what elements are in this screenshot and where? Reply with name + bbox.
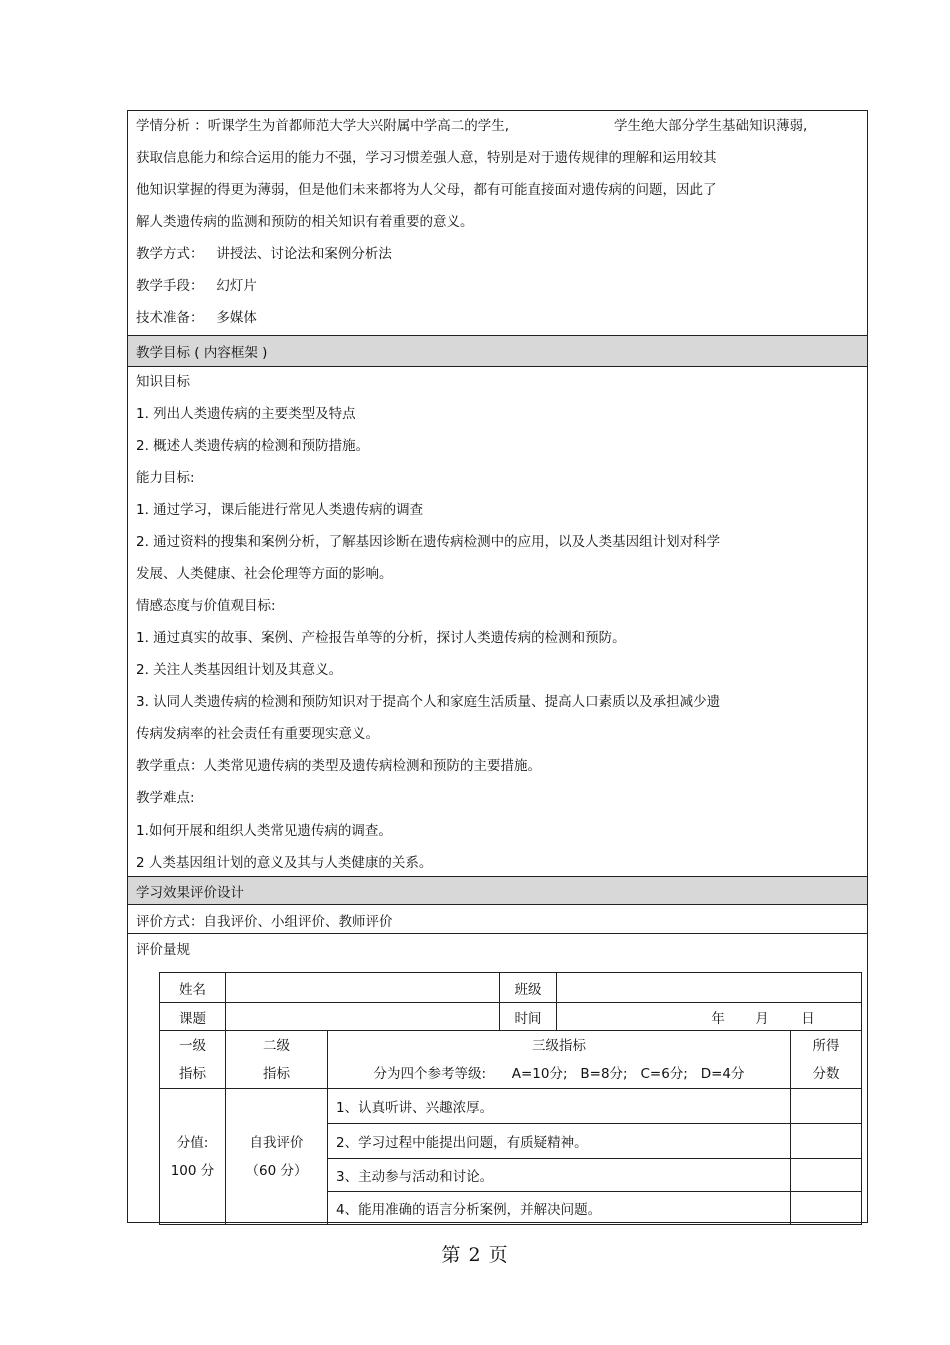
year-label: 年 [711,1010,725,1027]
table-row [160,973,862,1003]
level3-description: 分为四个参考等级: A=10分; B=8分; C=6分; D=4分 [373,1065,745,1082]
table-row [160,1031,862,1089]
objective-line: 2. 概述人类遗传病的检测和预防措施。 [136,438,370,454]
score-header [791,1031,862,1089]
level3-header [328,1031,791,1089]
objective-line: 1.如何开展和组织人类常见遗传病的调查。 [136,823,392,839]
class-value[interactable] [557,973,862,1003]
criterion-item: 1、认真听讲、兴趣浓厚。 [328,1089,791,1124]
name-value[interactable] [226,973,500,1003]
score-cell[interactable] [791,1159,862,1192]
level1-header-line: 一级 [179,1037,206,1054]
objective-line: 1. 通过真实的故事、案例、产检报告单等的分析，探讨人类遗传病的检测和预防。 [136,630,626,646]
page-number: 第 2 页 [441,1244,509,1266]
objectives-header-text: 教学目标 ( 内容框架 ) [136,345,268,361]
score-cell[interactable] [791,1124,862,1159]
time-label: 时间 [500,1003,557,1031]
objective-line: 教学重点：人类常见遗传病的类型及遗传病检测和预防的主要措施。 [136,758,541,774]
criterion-item: 3、主动参与活动和讨论。 [328,1159,791,1192]
month-label: 月 [755,1010,769,1027]
score-cell[interactable] [791,1089,862,1124]
self-eval-cell [226,1089,328,1225]
objective-line: 能力目标: [136,470,195,486]
evaluation-mode: 评价方式：自我评价、小组评价、教师评价 [136,914,393,930]
technical-preparation: 技术准备： 多媒体 [136,310,257,326]
score-cell[interactable] [791,1192,862,1225]
time-value[interactable] [557,1003,862,1031]
objective-line: 发展、人类健康、社会伦理等方面的影响。 [136,566,393,582]
self-eval-line: （60 分） [245,1162,308,1179]
self-eval-line: 自我评价 [249,1134,304,1151]
objective-line: 2. 通过资料的搜集和案例分析，了解基因诊断在遗传病检测中的应用，以及人类基因组计划对科学 [136,534,721,550]
analysis-line-1b: 学生绝大部分学生基础知识薄弱, [614,118,808,134]
value-line: 分值: [176,1134,209,1151]
teaching-method: 教学方式： 讲授法、讨论法和案例分析法 [136,246,392,262]
divider [128,933,867,934]
name-label: 姓名 [160,973,226,1003]
analysis-line-2: 获取信息能力和综合运用的能力不强，学习习惯差强人意，特别是对于遗传规律的理解和运用较其 [136,150,717,166]
teaching-means: 教学手段： 幻灯片 [136,278,257,294]
table-row [160,1089,862,1124]
value-cell [160,1089,226,1225]
analysis-line-1: 学情分析 ：听课学生为首都师范大学大兴附属中学高二的学生, [136,118,510,134]
objective-line: 3. 认同人类遗传病的检测和预防知识对于提高个人和家庭生活质量、提高人口素质以及承担减少遗 [136,694,721,710]
lesson-plan-table [127,110,868,1223]
table-row [160,1003,862,1031]
score-header-line: 所得 [812,1037,840,1054]
rubric-table [159,972,862,1225]
level1-header [160,1031,226,1089]
score-header-line: 分数 [812,1065,840,1082]
rubric-title: 评价量规 [136,942,190,958]
objective-line: 传病发病率的社会责任有重要现实意义。 [136,726,379,742]
evaluation-header-text: 学习效果评价设计 [136,884,244,901]
objective-line: 情感态度与价值观目标: [136,598,276,614]
objective-line: 1. 通过学习，课后能进行常见人类遗传病的调查 [136,502,424,518]
value-line: 100 分 [170,1162,215,1179]
objective-line: 2. 关注人类基因组计划及其意义。 [136,662,343,678]
day-label: 日 [801,1010,815,1027]
level3-title: 三级指标 [532,1037,586,1054]
evaluation-header [128,876,867,905]
objective-line: 知识目标 [136,374,190,390]
level2-header-line: 指标 [263,1065,290,1082]
topic-value[interactable] [226,1003,500,1031]
analysis-line-3: 他知识掌握的得更为薄弱，但是他们未来都将为人父母，都有可能直接面对遗传病的问题，因此了 [136,182,717,198]
level2-header-line: 二级 [263,1037,290,1054]
objective-line: 教学难点: [136,790,195,806]
criterion-item: 4、能用准确的语言分析案例，并解决问题。 [328,1192,791,1225]
criterion-item: 2、学习过程中能提出问题，有质疑精神。 [328,1124,791,1159]
topic-label: 课题 [160,1003,226,1031]
analysis-line-4: 解人类遗传病的监测和预防的相关知识有着重要的意义。 [136,214,474,230]
class-label: 班级 [500,973,557,1003]
objective-line: 1. 列出人类遗传病的主要类型及特点 [136,406,356,422]
level2-header [226,1031,328,1089]
objective-line: 2 人类基因组计划的意义及其与人类健康的关系。 [136,855,433,871]
level1-header-line: 指标 [179,1065,206,1082]
objectives-header [128,335,867,367]
